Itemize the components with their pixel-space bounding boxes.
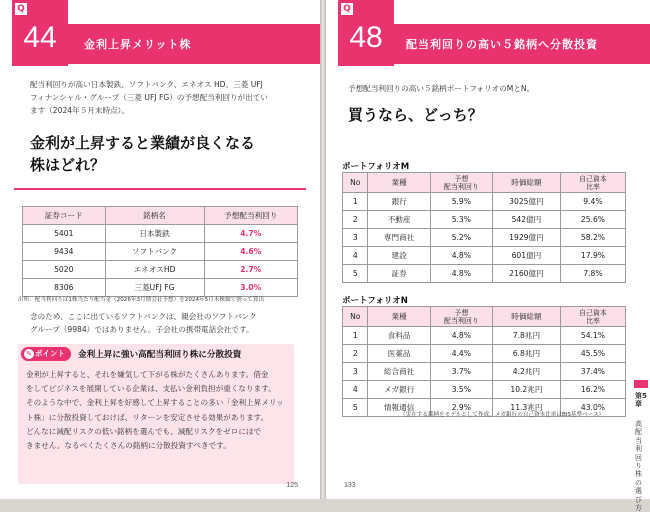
divider-line bbox=[14, 188, 306, 190]
left-page bbox=[0, 0, 320, 499]
point-body: 金利が上昇すると、それを嫌気して下がる株がたくさんあります。借金 をしてビジネスを展開している企業は、支払い金利負担が重くなります。 そのような中で、金利上昇を好感して上昇することの多い「金利上昇メリッ ト株」に分散投資しておけば、リターンを安定させる効果があります。 どんなに減配リスクの低い銘柄を選んでも、減配リスクをゼロにはで きません。なるべくたくさんの銘柄に分散投資すべきです。 bbox=[26, 370, 284, 451]
q-mark: Q bbox=[15, 3, 27, 15]
table-row: 5 情報通信 2.9% 11.3兆円 43.0% bbox=[343, 399, 626, 417]
table-row: 5 証券 4.8% 2160億円 7.8% bbox=[343, 265, 626, 283]
right-header bbox=[326, 0, 650, 66]
table-row: 9434 ソフトバンク 4.6% bbox=[23, 243, 298, 261]
table-header-row: No 業種 予想 配当利回り 時価総額 自己資本 比率 bbox=[343, 307, 626, 327]
table-row: 3 専門商社 5.2% 1929億円 58.2% bbox=[343, 229, 626, 247]
portfolio-n-label: ポートフォリオN bbox=[342, 296, 408, 306]
table-row: 5020 エネオスHD 2.7% bbox=[23, 261, 298, 279]
dividend-table bbox=[22, 206, 298, 297]
chapter-title: 高配当利回り株の選び方 bbox=[635, 420, 642, 512]
question-number: 48 bbox=[349, 21, 383, 54]
intro-text: 配当利回りが高い日本製鉄、ソフトバンク、エネオス HD、三菱 UFJ フィナンシャル・グループ（三菱 UFJ FG）の予想配当利回りが出てい ます（2024年５月末時点）。 bbox=[30, 80, 268, 115]
point-badge: ✎ ポイント bbox=[21, 347, 71, 361]
table-row: 3 総合商社 3.7% 4.2兆円 37.4% bbox=[343, 363, 626, 381]
q-mark: Q bbox=[341, 3, 353, 15]
table-row: 2 不動産 5.3% 542億円 25.6% bbox=[343, 211, 626, 229]
table-header-row: No 業種 予想 配当利回り 時価総額 自己資本 比率 bbox=[343, 173, 626, 193]
chapter-side-tab bbox=[634, 380, 648, 388]
page-number: 133 bbox=[344, 482, 356, 489]
page-title: 金利上昇メリット株 bbox=[84, 38, 192, 51]
right-page bbox=[326, 0, 650, 512]
table-row: 4 建設 4.8% 601億円 17.9% bbox=[343, 247, 626, 265]
question-heading: 買うなら、どっち？ bbox=[348, 106, 483, 124]
portfolio-n-table bbox=[342, 306, 626, 417]
intro-text: 予想配当利回りの高い５銘柄ポートフォリオのMとN。 bbox=[348, 84, 535, 93]
table-header-row: 証券コード 銘柄名 予想配当利回り bbox=[23, 207, 298, 225]
table-row: 5401 日本製鉄 4.7% bbox=[23, 225, 298, 243]
chapter-label: 第5章 bbox=[635, 392, 647, 409]
table-row: 1 食料品 4.8% 7.8兆円 54.1% bbox=[343, 327, 626, 345]
table-row: 8306 三菱UFJ FG 3.0% bbox=[23, 279, 298, 297]
question-number-box bbox=[338, 0, 394, 66]
portfolio-m-label: ポートフォリオM bbox=[342, 162, 410, 172]
table-row: 1 銀行 5.9% 3025億円 9.4% bbox=[343, 193, 626, 211]
point-box bbox=[18, 344, 294, 484]
question-number-box bbox=[12, 0, 68, 66]
table-note: （実在する銘柄をモデルとして作成。メガ銀行の自己資本比率はBIS基準ベース） bbox=[400, 412, 605, 418]
left-header bbox=[0, 0, 320, 66]
table-row: 2 医薬品 4.4% 6.8兆円 45.5% bbox=[343, 345, 626, 363]
page-title: 配当利回りの高い５銘柄へ分散投資 bbox=[406, 38, 598, 51]
body-paragraph: 念のため、ここに出ているソフトバンクは、親会社のソフトバンク グループ（9984）ではありません。子会社の携帯電話会社です。 bbox=[30, 312, 257, 334]
table-row: 4 メガ銀行 3.5% 10.2兆円 16.2% bbox=[343, 381, 626, 399]
question-heading: 金利が上昇すると業績が良くなる 株はどれ？ bbox=[30, 134, 256, 174]
question-number: 44 bbox=[23, 21, 57, 54]
table-note: 出所：配当利回りは1株当たり配当金（2026年3月期会社予想）を2024年5月末株価で割って算出 bbox=[18, 297, 265, 303]
point-title: 金利上昇に強い高配当利回り株に分散投資 bbox=[78, 350, 242, 360]
page-number: 125 bbox=[286, 482, 298, 489]
pencil-icon: ✎ bbox=[24, 349, 34, 359]
portfolio-m-table bbox=[342, 172, 626, 283]
